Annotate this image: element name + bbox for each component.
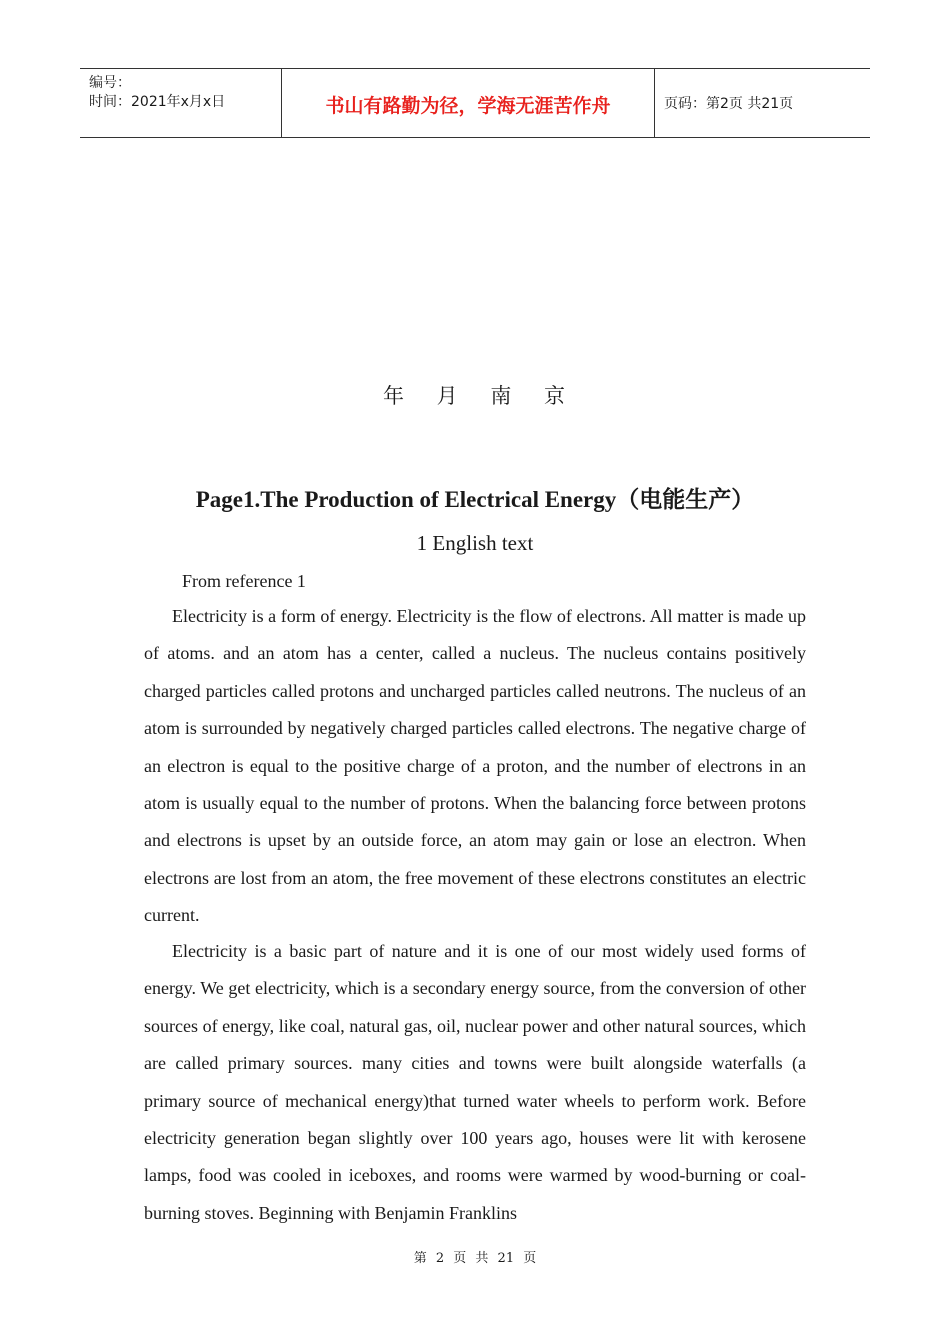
body-paragraph: Electricity is a basic part of nature and it is one of our most widely used forms of energy. We get electricity, which is a secondary energy source, from the conversion of other sources of energy, like coal, natural gas, oil, nuclear power and other natural sources, which are called primary sources. many cities and towns were built alongside waterfalls (a primary source of mechanical energy)that turned water wheels to perform work. Before electricity generation began slightly over 100 years ago, houses were lit with kerosene lamps, food was cooled in iceboxes, and rooms were warmed by wood-burning or coal-burning stoves. Beginning with Benjamin Franklins — [144, 941, 806, 1223]
page-footer: 第 2 页 共 21 页 — [413, 1251, 537, 1266]
header-motto: 书山有路勤为径，学海无涯苦作舟 — [325, 95, 611, 117]
number-label: 编号： — [89, 75, 131, 91]
header-middle-cell — [282, 69, 655, 137]
header-right-cell — [655, 69, 870, 137]
date-place-line: 年 月 南 京 — [382, 384, 568, 408]
time-label: 时间：2021年x月x日 — [89, 94, 226, 110]
document-title: Page1.The Production of Electrical Energy（电能生产） — [195, 487, 755, 512]
body-paragraph: Electricity is a form of energy. Electricity is the flow of electrons. All matter is made up of atoms. and an atom has a center, called a nucleus. The nucleus contains positively charged particles called protons and uncharged particles called neutrons. The nucleus of an atom is surrounded by negatively charged particles called electrons. The negative charge of an electron is equal to the positive charge of a proton, and the number of electrons in an atom is usually equal to the number of protons. When the balancing force between protons and electrons is upset by an outside force, an atom may gain or lose an electron. When electrons are lost from an atom, the free movement of these electrons constitutes an electric current. — [144, 606, 806, 926]
page-header — [80, 68, 870, 138]
header-page-info: 页码：第2页 共21页 — [664, 96, 794, 112]
header-left-cell — [80, 69, 282, 137]
reference-label: From reference 1 — [182, 571, 306, 591]
section-heading: 1 English text — [416, 531, 534, 555]
